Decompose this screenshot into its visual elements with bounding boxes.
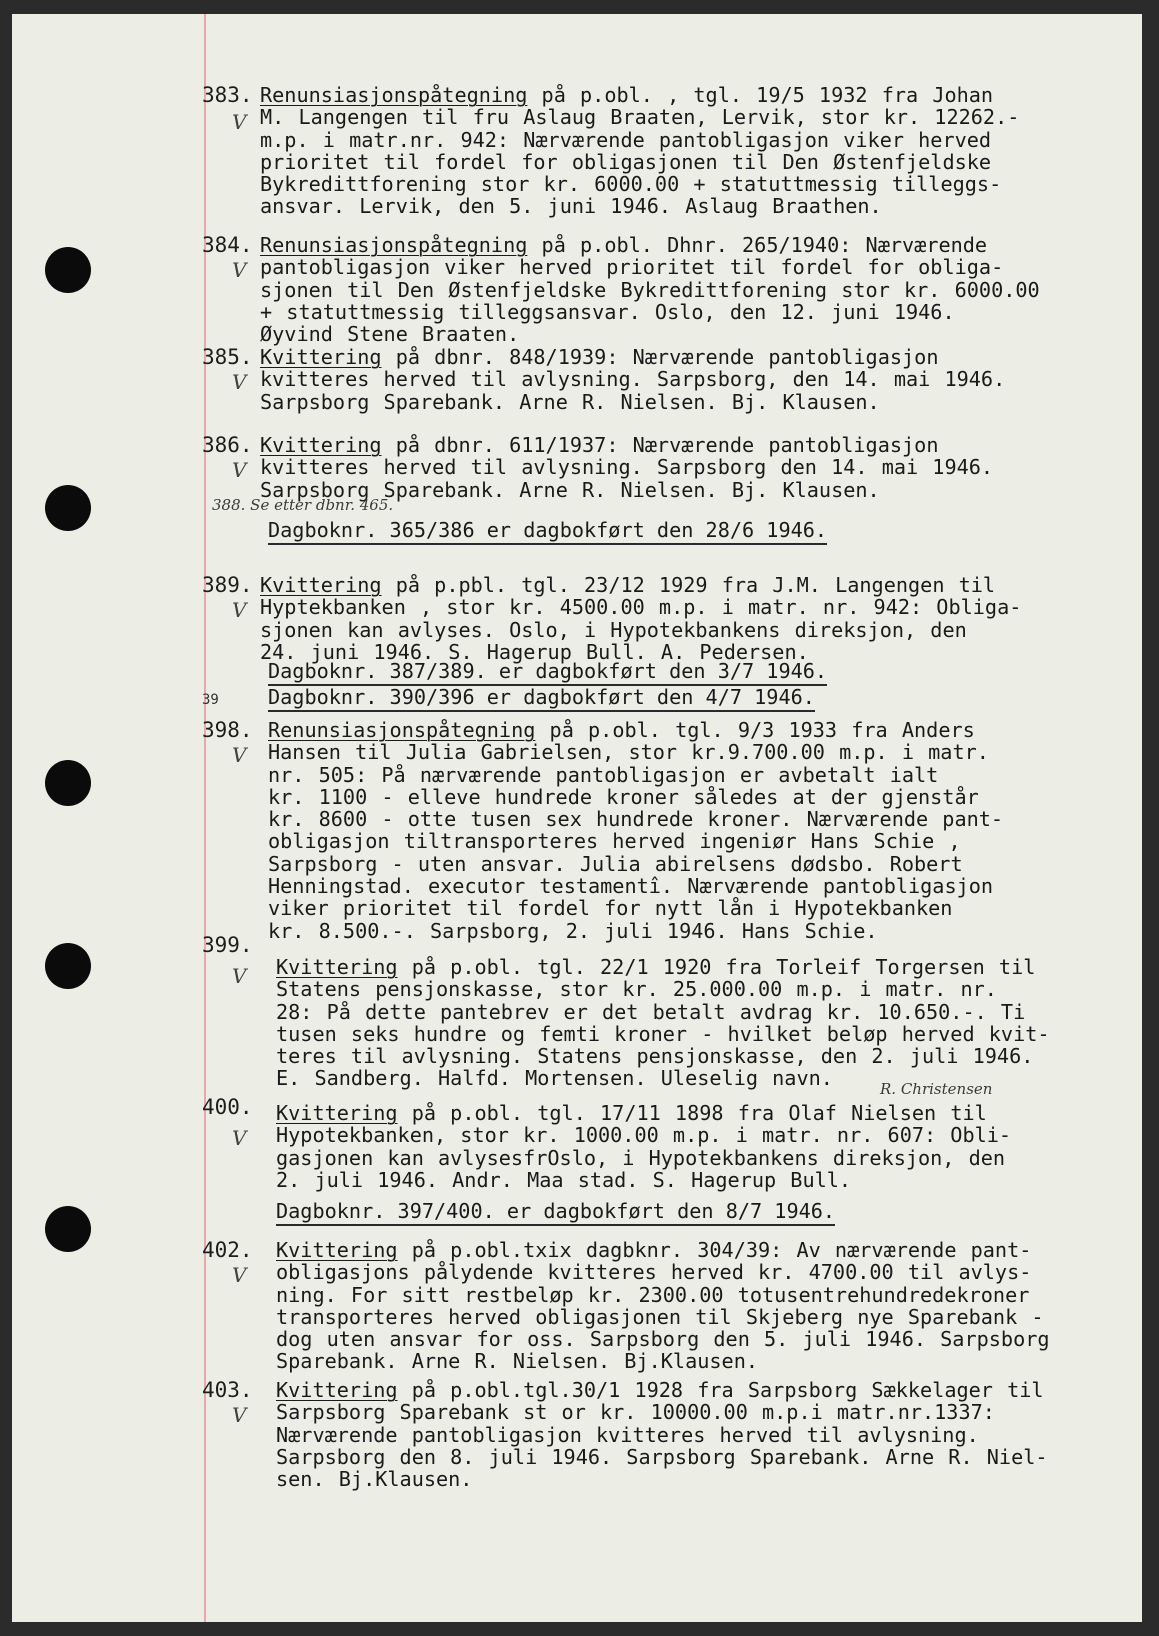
- punch-hole: [45, 760, 91, 806]
- entry-number: 402.: [202, 1238, 253, 1262]
- entry-heading: Kvittering: [260, 573, 382, 597]
- entry-number: 398.: [202, 718, 253, 742]
- check-mark-icon: V: [232, 1263, 247, 1287]
- entry-body: på dbnr. 611/1937: Nærværende pantobligasjon kvitteres herved til avlysning. Sarpsborg den 14. mai 1946. Sarpsborg Sparebank. Arne R. Nielsen. Bj. Klausen.: [260, 433, 994, 502]
- entry-number: 383.: [202, 83, 253, 107]
- entry-heading: Kvittering: [276, 1238, 398, 1262]
- entry-text: [268, 719, 1142, 942]
- entry-body: på p.obl. , tgl. 19/5 1932 fra Johan M. Langengen til fru Aslaug Braaten, Lervik, stor kr. 12262.- m.p. i matr.nr. 942: Nærværende pantobligasjon viker herved prioritet til fordel for obligasjonen til Den Østenfjeldske Bykredittforening stor kr. 6000.00 + statuttmessig tilleggs- ansvar. Lervik, den 5. juni 1946. Aslaug Braathen.: [260, 83, 1020, 219]
- check-mark-icon: V: [232, 110, 247, 134]
- punch-hole: [45, 1206, 91, 1252]
- entry-heading: Kvittering: [276, 1101, 398, 1125]
- entry-number: 385.: [202, 345, 253, 369]
- check-mark-icon: V: [232, 598, 247, 622]
- entry-body: på dbnr. 848/1939: Nærværende pantobligasjon kvitteres herved til avlysning. Sarpsborg, den 14. mai 1946. Sarpsborg Sparebank. Arne R. Nielsen. Bj. Klausen.: [260, 345, 1006, 414]
- entry-body: på p.obl. tgl. 9/3 1933 fra Anders Hansen til Julia Gabrielsen, stor kr.9.700.00 m.p. i matr. nr. 505: På nærværende pantobligasjon er avbetalt ialt kr. 1100 - elleve hundrede kroner således at der gjenstår kr. 8600 - otte tusen sex hundrede kroner. Nærværende pant- obligasjon tiltransporteres herved ingeniør Hans Schie , Sarpsborg - uten ansvar. Julia abirelsens dødsbo. Robert Henningstad. executor testamentî. Nærværende pantobligasjon viker prioritet til fordel for nytt lån i Hypotekbanken kr. 8.500.-. Sarpsborg, 2. juli 1946. Hans Schie.: [268, 718, 1004, 943]
- entry-text: [276, 956, 1142, 1090]
- entry-number: 389.: [202, 573, 253, 597]
- entry-text: [260, 84, 1140, 218]
- dagbok-line: Dagboknr. 387/389. er dagbokført den 3/7 1946.: [268, 660, 827, 686]
- check-mark-icon: V: [232, 964, 247, 988]
- entry-text: [276, 1239, 1142, 1373]
- entry-heading: Renunsiasjonspåtegning: [260, 83, 528, 107]
- entry-number: 403.: [202, 1378, 253, 1402]
- check-mark-icon: V: [232, 258, 247, 282]
- entry-text: [260, 574, 1140, 663]
- entry-body: på p.obl. tgl. 17/11 1898 fra Olaf Nielsen til Hypotekbanken, stor kr. 1000.00 m.p. i matr. nr. 607: Obli- gasjonen kan avlysesfrOslo, i Hypotekbankens direksjon, den 2. juli 1946. Andr. Maa stad. S. Hagerup Bull.: [276, 1101, 1012, 1192]
- handwritten-number: 39: [202, 692, 219, 708]
- entry-body: på p.obl.tgl.30/1 1928 fra Sarpsborg Sækkelager til Sarpsborg Sparebank st or kr. 10000.00 m.p.i matr.nr.1337: Nærværende pantobligasjon kvitteres herved til avlysning. Sarpsborg den 8. juli 1946. Sarpsborg Sparebank. Arne R. Niel- sen. Bj.Klausen.: [276, 1378, 1048, 1492]
- entry-heading: Kvittering: [260, 433, 382, 457]
- entry-body: på p.obl. Dhnr. 265/1940: Nærværende pantobligasjon viker herved prioritet til fordel for obliga- sjonen til Den Østenfjeldske Bykredittforening stor kr. 6000.00 + statuttmessig tilleggsansvar. Oslo, den 12. juni 1946. Øyvind Stene Braaten.: [260, 233, 1040, 347]
- dagbok-line: Dagboknr. 365/386 er dagbokført den 28/6 1946.: [268, 519, 827, 545]
- entry-number: 384.: [202, 233, 253, 257]
- check-mark-icon: V: [232, 1403, 247, 1427]
- punch-hole: [45, 943, 91, 989]
- check-mark-icon: V: [232, 370, 247, 394]
- punch-hole: [45, 247, 91, 293]
- entry-text: [276, 1102, 1142, 1191]
- check-mark-icon: V: [232, 1126, 247, 1150]
- entry-body: på p.pbl. tgl. 23/12 1929 fra J.M. Langengen til Hyptekbanken , stor kr. 4500.00 m.p. i matr. nr. 942: Obliga- sjonen kan avlyses. Oslo, i Hypotekbankens direksjon, den 24. juni 1946. S. Hagerup Bull. A. Pedersen.: [260, 573, 1022, 664]
- entry-body: på p.obl.txix dagbknr. 304/39: Av nærværende pant- obligasjons pålydende kvitteres herved kr. 4700.00 til avlys- ning. For sitt restbeløp kr. 2300.00 totusentrehundredekroner transporteres herved obligasjonen til Skjeberg nye Sparebank - dog uten ansvar for oss. Sarpsborg den 5. juli 1946. Sarpsborg Sparebank. Arne R. Nielsen. Bj.Klausen.: [276, 1238, 1050, 1374]
- entry-text: [260, 346, 1140, 413]
- check-mark-icon: V: [232, 458, 247, 482]
- dagbok-line: Dagboknr. 397/400. er dagbokført den 8/7 1946.: [276, 1200, 835, 1226]
- entry-heading: Kvittering: [260, 345, 382, 369]
- dagbok-line: Dagboknr. 390/396 er dagbokført den 4/7 1946.: [268, 686, 815, 712]
- entry-heading: Kvittering: [276, 1378, 398, 1402]
- entry-text: [260, 234, 1140, 345]
- entry-text: [260, 434, 1140, 501]
- entry-body: på p.obl. tgl. 22/1 1920 fra Torleif Torgersen til Statens pensjonskasse, stor kr. 25.000.00 m.p. i matr. nr. 28: På dette pantebrev er det betalt avdrag kr. 10.650.-. Ti tusen seks hundre og femti kroner - hvilket beløp herved kvit- teres til avlysning. Statens pensjonskasse, den 2. juli 1946. E. Sandberg. Halfd. Mortensen. Uleselig navn.: [276, 955, 1050, 1091]
- handwritten-note: 388. Se etter dbnr. 465.: [212, 496, 394, 514]
- entry-heading: Kvittering: [276, 955, 398, 979]
- document-page: [12, 14, 1142, 1622]
- entry-heading: Renunsiasjonspåtegning: [260, 233, 528, 257]
- check-mark-icon: V: [232, 743, 247, 767]
- entry-number: 386.: [202, 433, 253, 457]
- entry-heading: Renunsiasjonspåtegning: [268, 718, 536, 742]
- punch-hole: [45, 485, 91, 531]
- handwritten-signature: R. Christensen: [880, 1080, 993, 1098]
- entry-text: [276, 1379, 1142, 1490]
- entry-number: 399.: [202, 933, 253, 957]
- entry-number: 400.: [202, 1095, 253, 1119]
